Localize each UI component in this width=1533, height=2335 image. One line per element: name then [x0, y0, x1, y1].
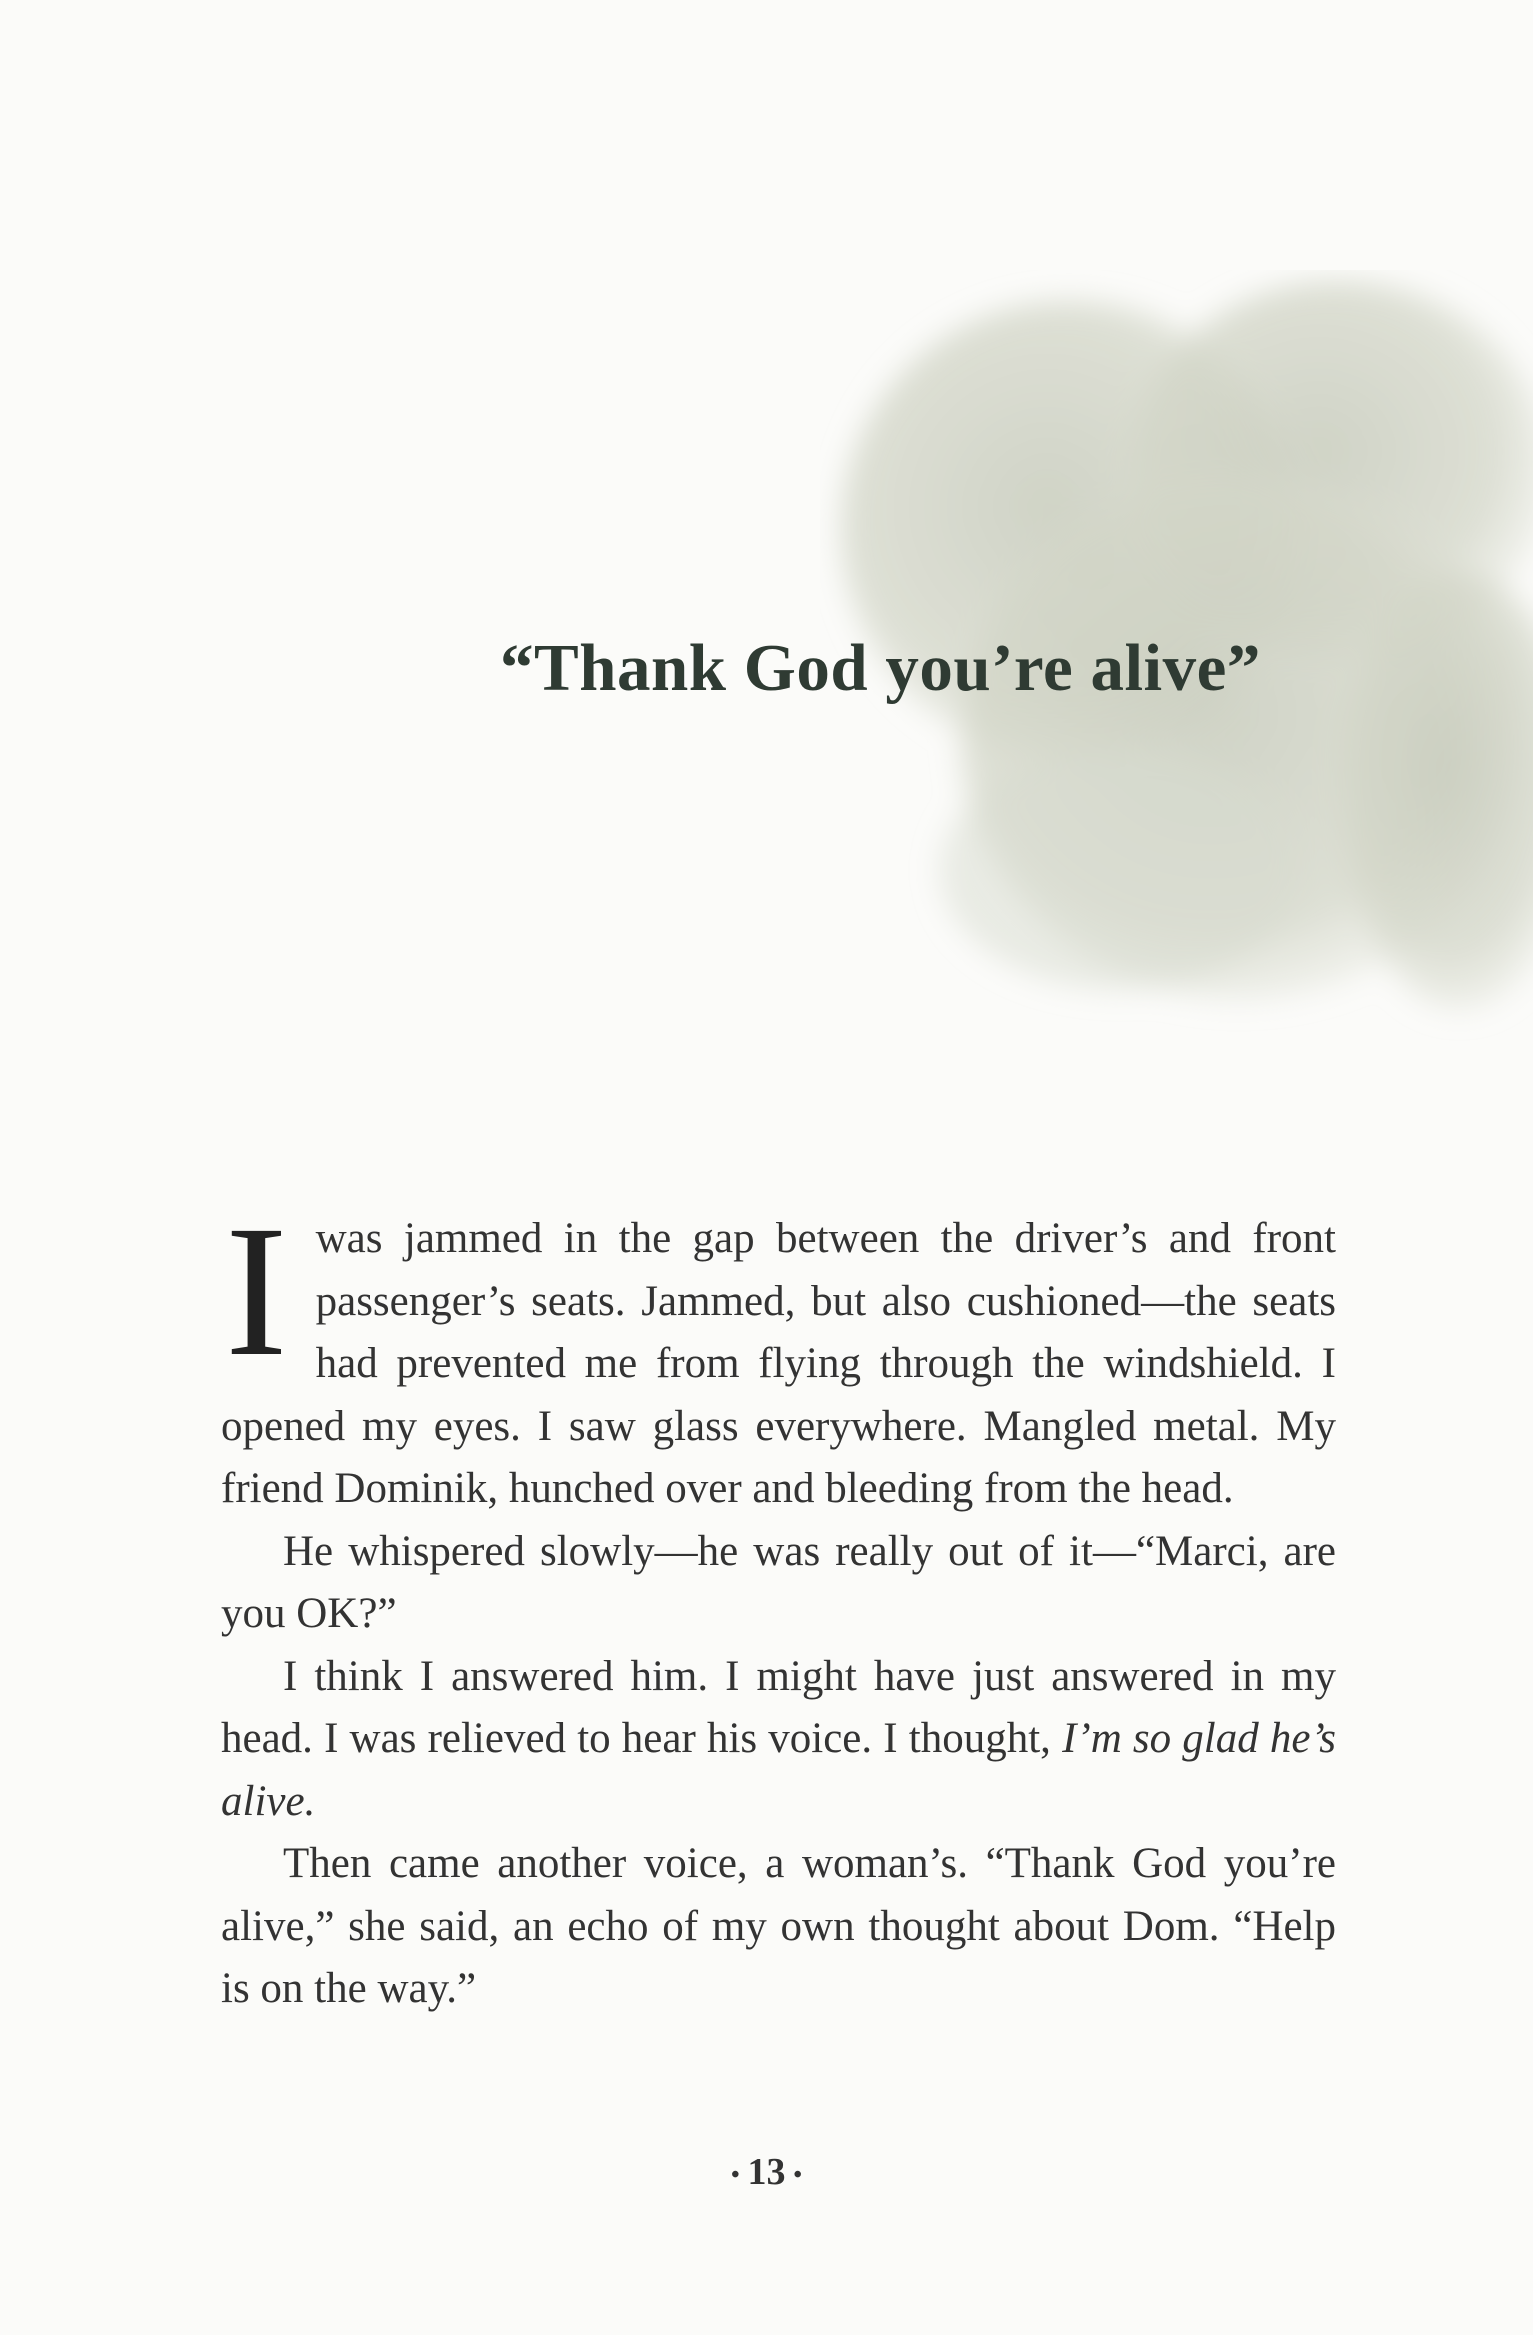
paragraph-4: Then came another voice, a woman’s. “Thank God you’re alive,” she said, an echo of my own thought about Dom. “Help is on the way.” [221, 1840, 1336, 2012]
page-number-footer [0, 2150, 1533, 2194]
paragraph-2: He whispered slowly—he was really out of it—“Marci, are you OK?” [221, 1527, 1336, 1637]
page-number: 13 [747, 2151, 786, 2193]
paragraph-3-text: I think I answered him. I might have just answered in my head. I was relieved to hear his voice. I thought, [221, 1652, 1336, 1762]
drop-cap: I [225, 1186, 288, 1395]
paragraph-1 [221, 1186, 1336, 1521]
bullet-right: • [793, 2161, 802, 2188]
chapter-body [221, 1186, 1337, 2021]
paragraph-3 [221, 1646, 1336, 1834]
paragraph-3-italic: I’m so glad he’s alive. [221, 1715, 1337, 1825]
chapter-title: “Thank God you’re alive” [500, 631, 1261, 705]
paragraph-1-text: was jammed in the gap between the driver’s and front passenger’s seats. Jammed, but also cushioned—the seats had prevented me from flying through the windshield. I opened my eyes. I saw glass everywhere. Mangled metal. My friend Dominik, hunched over and bleeding from the head. [221, 1215, 1336, 1512]
bullet-left: • [731, 2161, 740, 2188]
